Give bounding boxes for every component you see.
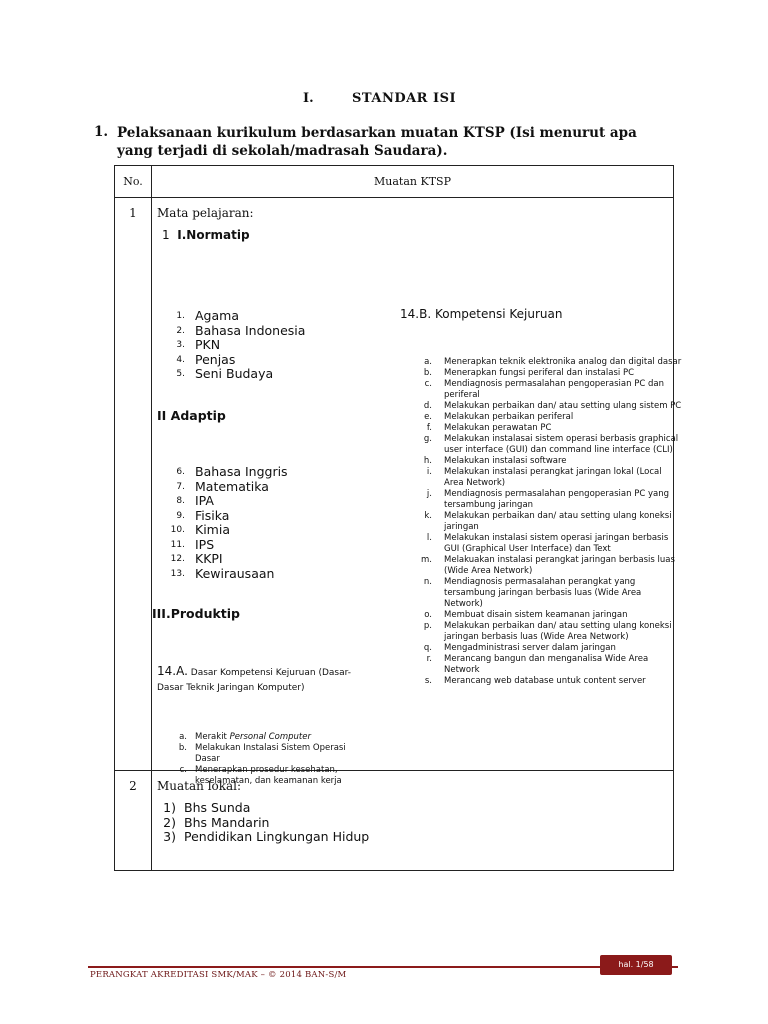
list-item (167, 367, 357, 382)
list-text-main: Bhs Sunda (184, 800, 251, 815)
table-row (115, 771, 674, 871)
list-text (444, 456, 682, 467)
list-item (420, 654, 682, 676)
list-item (420, 467, 682, 489)
list-item (160, 816, 460, 831)
list-marker: 1. (176, 311, 185, 321)
list-text-main: Mendiagnosis permasalahan perangkat yang tersambung jaringan berbasis luas (Wide Area Network) (444, 577, 642, 609)
dasar-kompetensi (157, 664, 372, 696)
kejuruan-list (420, 357, 682, 687)
list-text-main: Kimia (195, 522, 230, 537)
list-text (195, 367, 357, 382)
list-item (167, 552, 357, 567)
list-text (184, 801, 460, 816)
normatip-list (167, 309, 357, 382)
question-text: Pelaksanaan kurikulum berdasarkan muatan KTSP (Isi menurut apa yang terjadi di sekolah/madrasah Saudara). (117, 125, 637, 159)
list-item (420, 489, 682, 511)
list-text-main: Mengadministrasi server dalam jaringan (444, 643, 616, 653)
list-marker: 3. (176, 340, 185, 350)
normatip-heading (162, 228, 250, 242)
list-text (195, 309, 357, 324)
list-text-main: Melakukan perbaikan dan/ atau setting ulang koneksi jaringan (444, 511, 672, 532)
list-item (167, 465, 357, 480)
normatip-marker: 1 (162, 228, 170, 242)
list-marker: l. (426, 533, 432, 543)
muatan-lokal-list (160, 801, 460, 845)
list-text-main: Melakukan perawatan PC (444, 423, 552, 433)
list-item (420, 379, 682, 401)
list-text (195, 353, 357, 368)
list-text (444, 467, 682, 489)
list-marker: o. (424, 610, 432, 620)
row-no-label: 2 (129, 779, 137, 793)
section-number: I. (303, 91, 314, 106)
list-text-main: Penjas (195, 351, 236, 367)
list-text (444, 654, 682, 676)
list-text-main: Matematika (195, 478, 269, 494)
row-content (152, 771, 674, 871)
list-text-main: Menerapkan teknik elektronika analog dan digital dasar (444, 357, 682, 367)
list-text-main: Bahasa Inggris (195, 464, 288, 479)
list-text (195, 538, 357, 553)
list-marker: 1) (163, 800, 176, 815)
list-marker: f. (426, 423, 432, 433)
list-text (195, 324, 357, 339)
list-marker: 5. (176, 369, 185, 379)
list-marker: p. (423, 621, 432, 631)
list-item (420, 401, 682, 412)
list-text (184, 816, 460, 831)
list-marker: m. (421, 555, 432, 565)
list-text (444, 643, 682, 654)
dasar-text-line1: Dasar Kompetensi Kejuruan (Dasar- (190, 668, 352, 678)
list-text (195, 465, 357, 480)
list-text-main: Melakukan perbaikan dan/ atau setting ulang sistem PC (444, 401, 682, 411)
list-marker: i. (426, 467, 432, 477)
list-text (444, 368, 682, 379)
list-item (167, 494, 357, 509)
muatan-lokal-label: Muatan lokal: (157, 779, 242, 793)
list-marker: d. (423, 401, 432, 411)
list-marker: a. (179, 732, 187, 742)
list-marker: h. (423, 456, 432, 466)
list-text (444, 412, 682, 423)
list-text-main: Melakukan instalasi software (444, 456, 567, 466)
list-text (444, 577, 682, 610)
list-marker: 9. (176, 510, 185, 521)
normatip-title: I.Normatip (177, 228, 250, 242)
list-text (444, 676, 682, 687)
list-marker: q. (423, 643, 432, 653)
list-text-main: Melakuakan instalasi perangkat jaringan berbasis luas (Wide Area Network) (444, 555, 675, 576)
kejuruan-number: 14.B. (400, 307, 432, 321)
list-item (420, 621, 682, 643)
list-marker: b. (178, 743, 187, 753)
list-text-main: Merancang web database untuk content server (444, 676, 646, 686)
list-item (160, 830, 460, 845)
list-marker: r. (426, 654, 432, 664)
dasar-number: 14.A. (157, 664, 188, 678)
list-item (167, 480, 357, 495)
list-item (420, 423, 682, 434)
list-text (444, 423, 682, 434)
list-text (444, 434, 682, 456)
list-marker: 6. (176, 467, 185, 477)
mata-pelajaran-label: Mata pelajaran: (157, 206, 254, 220)
list-marker: k. (424, 511, 432, 521)
list-text-main: Menerapkan prosedur kesehatan, keselamatan, dan keamanan kerja (195, 765, 342, 786)
row-no (115, 771, 152, 871)
list-text-main: Merancang bangun dan menganalisa Wide Area Network (444, 654, 649, 675)
list-text (444, 357, 682, 368)
list-text (444, 401, 682, 412)
adaptip-heading: II Adaptip (157, 408, 226, 423)
header-no-label: No. (123, 175, 143, 188)
list-text (195, 494, 357, 509)
list-item (177, 732, 367, 743)
list-text-emphasis: Personal Computer (229, 732, 311, 742)
list-text (444, 610, 682, 621)
list-text-main: IPA (195, 493, 214, 508)
list-marker: 7. (176, 481, 185, 492)
list-item (420, 643, 682, 654)
list-text (184, 830, 460, 845)
kejuruan-title: Kompetensi Kejuruan (434, 307, 563, 321)
list-marker: g. (423, 434, 432, 444)
list-text-main: PKN (195, 337, 221, 352)
header-muatan-label: Muatan KTSP (374, 175, 451, 188)
list-item (160, 801, 460, 816)
list-marker: j. (426, 489, 432, 499)
list-marker: 10. (170, 525, 185, 535)
list-text (195, 732, 367, 743)
list-text (444, 621, 682, 643)
list-marker: 2) (163, 814, 176, 830)
list-text (195, 567, 357, 582)
row-no-label: 1 (129, 206, 137, 220)
produktip-heading: III.Produktip (152, 606, 240, 621)
list-item (420, 555, 682, 577)
list-marker: 4. (176, 354, 185, 365)
list-item (167, 353, 357, 368)
list-text (195, 480, 357, 495)
ktsp-table (114, 165, 682, 871)
table-header-row (115, 166, 674, 198)
list-text-main: Kewirausaan (195, 565, 275, 581)
list-text-main: Melakukan instalasi sistem operasi jaringan berbasis GUI (Graphical User Interface) dan Text (444, 533, 669, 554)
list-text-main: KKPI (195, 551, 223, 566)
list-text-main: Agama (195, 308, 239, 323)
list-text-main: Merakit (195, 732, 230, 742)
footer-text: PERANGKAT AKREDITASI SMK/MAK – © 2014 BAN-S/M (90, 970, 347, 980)
list-marker: 11. (170, 539, 185, 550)
list-text-main: Seni Budaya (195, 366, 274, 381)
list-text (195, 552, 357, 567)
list-marker: n. (423, 577, 432, 587)
list-text-main: Melakukan instalasai sistem operasi berbasis graphical user interface (GUI) dan command line interface (CLI) (444, 434, 679, 455)
list-text-main: Mendiagnosis permasalahan pengoperasian PC dan periferal (444, 379, 664, 400)
list-item (420, 676, 682, 687)
list-item (420, 434, 682, 456)
list-marker: 12. (170, 554, 185, 564)
list-marker: e. (424, 412, 432, 422)
dasar-text-line2: Dasar Teknik Jaringan Komputer) (157, 683, 305, 693)
list-item (420, 610, 682, 621)
list-text-main: Menerapkan fungsi periferal dan instalasi PC (444, 368, 635, 378)
list-text (444, 379, 682, 401)
list-text (444, 489, 682, 511)
list-marker: b. (423, 368, 432, 378)
kejuruan-heading (400, 307, 562, 321)
list-text (444, 555, 682, 577)
list-marker: 13. (170, 568, 185, 579)
list-text-main: Bhs Mandarin (184, 814, 270, 830)
list-item (167, 509, 357, 524)
row-no (115, 198, 152, 771)
list-text-main: Melakukan perbaikan dan/ atau setting ulang koneksi jaringan berbasis luas (Wide Area Network) (444, 621, 672, 642)
list-text-main: IPS (195, 536, 215, 552)
list-item (167, 523, 357, 538)
list-item (167, 538, 357, 553)
list-item (420, 456, 682, 467)
list-marker: c. (179, 765, 187, 775)
section-title: STANDAR ISI (352, 91, 457, 106)
list-item (420, 577, 682, 610)
list-text-main: Melakukan Instalasi Sistem Operasi Dasar (195, 743, 346, 764)
list-text-main: Melakukan instalasi perangkat jaringan lokal (Local Area Network) (444, 467, 662, 488)
header-no (115, 166, 152, 198)
list-item (420, 412, 682, 423)
list-text (444, 533, 682, 555)
list-text-main: Bahasa Indonesia (195, 322, 306, 338)
list-marker: s. (424, 676, 432, 686)
list-marker: 3) (163, 829, 176, 844)
list-text (195, 509, 357, 524)
question-number: 1. (94, 124, 109, 140)
list-text-main: Mendiagnosis permasalahan pengoperasian PC yang tersambung jaringan (444, 489, 669, 510)
list-text (195, 523, 357, 538)
table-row (115, 198, 674, 771)
adaptip-list (167, 465, 357, 581)
list-item (167, 338, 357, 353)
list-marker: 2. (176, 325, 185, 336)
page-number-badge: hal. 1/58 (600, 955, 672, 975)
list-text (195, 743, 367, 765)
list-text (195, 338, 357, 353)
list-item (167, 567, 357, 582)
header-muatan (152, 166, 674, 198)
list-item (167, 309, 357, 324)
list-text-main: Membuat disain sistem keamanan jaringan (444, 610, 628, 620)
list-item (420, 357, 682, 368)
list-item (177, 743, 367, 765)
list-item (420, 368, 682, 379)
list-marker: 8. (176, 496, 185, 506)
list-text-main: Fisika (195, 507, 230, 523)
list-text (444, 511, 682, 533)
list-text-main: Pendidikan Lingkungan Hidup (184, 829, 370, 844)
list-marker: a. (424, 357, 432, 367)
list-item (167, 324, 357, 339)
list-item (420, 533, 682, 555)
footer-divider (88, 966, 678, 968)
list-item (420, 511, 682, 533)
list-marker: c. (424, 379, 432, 389)
list-text-main: Melakukan perbaikan periferal (444, 412, 574, 422)
